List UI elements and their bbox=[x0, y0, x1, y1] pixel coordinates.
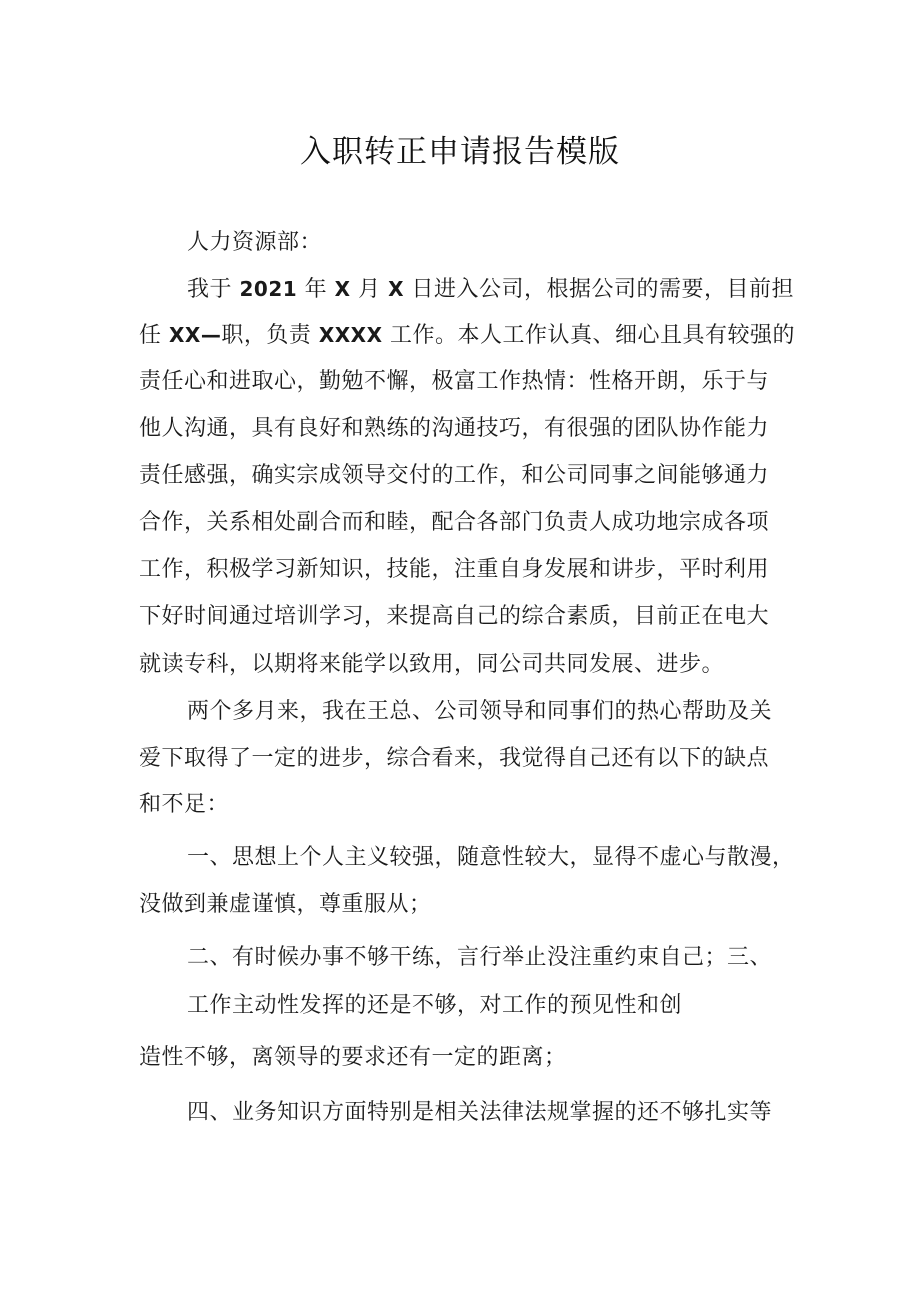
paragraph-1-line-2 bbox=[139, 320, 795, 351]
text-segment: 日进入公司，根据公司的需要，目前担 bbox=[404, 277, 795, 302]
paragraph-1-line-5: 责任感强，确实宗成领导交付的工作，和公司同事之间能够通力 bbox=[139, 463, 770, 488]
work-placeholder: XXXX bbox=[318, 323, 383, 347]
text-segment: 月 bbox=[350, 277, 389, 302]
paragraph-2-line-3: 和不足： bbox=[139, 792, 230, 817]
text-segment: 任 bbox=[139, 323, 169, 348]
paragraph-1-line-6: 合作，关系相处副合而和睦，配合各部门负责人成功地宗成各项 bbox=[139, 510, 770, 535]
paragraph-1-line-7: 工作，积极学习新知识，技能，注重自身发展和讲步，平时利用 bbox=[139, 557, 770, 582]
entry-year: 2021 bbox=[239, 277, 298, 301]
paragraph-1-line-1 bbox=[187, 274, 794, 305]
item-3-line-1: 工作主动性发挥的还是不够，对工作的预见性和创 bbox=[187, 993, 683, 1018]
text-segment: 工作。本人工作认真、细心且具有较强的 bbox=[382, 323, 796, 348]
entry-month: X bbox=[334, 277, 351, 301]
item-2-line-1: 二、有时候办事不够干练，言行举止没注重约束自己；三、 bbox=[187, 945, 773, 970]
item-4-line-1: 四、业务知识方面特别是相关法律法规掌握的还不够扎实等 bbox=[187, 1100, 773, 1125]
salutation: 人力资源部： bbox=[187, 230, 323, 255]
document-title: 入职转正申请报告模版 bbox=[300, 134, 620, 170]
paragraph-2-line-2: 爱下取得了一定的进步，综合看来，我觉得自己还有以下的缺点 bbox=[139, 746, 770, 771]
paragraph-1-line-3: 责任心和进取心，勤勉不懈，极富工作热情：性格开朗，乐于与 bbox=[139, 369, 770, 394]
paragraph-1-line-8: 下好时间通过培训学习，来提高自己的综合素质，目前正在电大 bbox=[139, 604, 770, 629]
text-segment: 年 bbox=[297, 277, 335, 302]
entry-day: X bbox=[388, 277, 405, 301]
text-segment: 我于 bbox=[187, 277, 240, 302]
text-segment: 职，负责 bbox=[221, 323, 319, 348]
item-1-line-2: 没做到兼虚谨慎，尊重服从； bbox=[139, 892, 432, 917]
paragraph-2-line-1: 两个多月来，我在王总、公司领导和同事们的热心帮助及关 bbox=[187, 699, 773, 724]
paragraph-1-line-9: 就读专科，以期将来能学以致用，同公司共同发展、进步。 bbox=[139, 652, 725, 677]
item-3-line-2: 造性不够，离领导的要求还有一定的距离； bbox=[139, 1045, 567, 1070]
item-1-line-1: 一、思想上个人主义较强，随意性较大，显得不虚心与散漫， bbox=[187, 845, 795, 870]
position-placeholder: XX— bbox=[169, 323, 222, 347]
paragraph-1-line-4: 他人沟通，具有良好和熟练的沟通技巧，有很强的团队协作能力 bbox=[139, 416, 770, 441]
